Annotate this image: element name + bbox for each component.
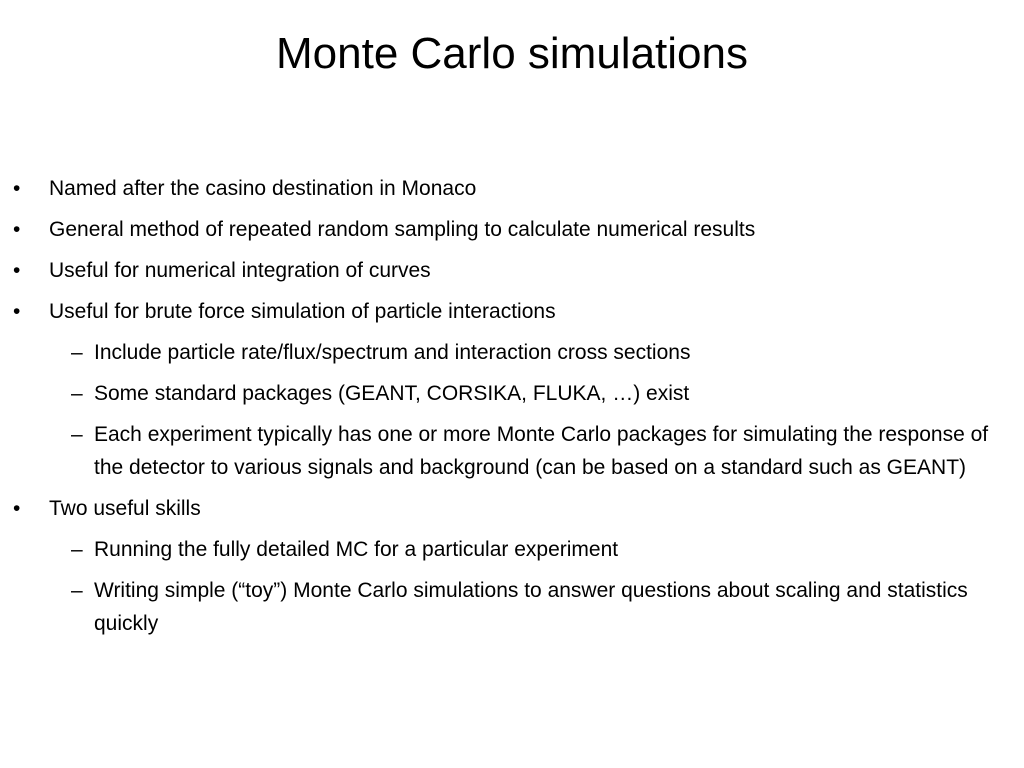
bullet-marker: •: [13, 218, 21, 241]
sub-bullet-text: Running the fully detailed MC for a particular experiment: [94, 538, 619, 561]
bullet-text: Useful for numerical integration of curves: [49, 259, 431, 282]
sub-bullet-item: [0, 533, 1024, 566]
bullet-item: [0, 254, 1024, 287]
bullet-text: Two useful skills: [49, 497, 201, 520]
dash-marker: –: [71, 423, 83, 446]
bullet-text: General method of repeated random sampling to calculate numerical results: [49, 218, 756, 241]
bullet-marker: •: [13, 300, 21, 323]
dash-marker: –: [71, 579, 83, 602]
dash-marker: –: [71, 382, 83, 405]
bullet-marker: •: [13, 497, 21, 520]
bullet-marker: •: [13, 177, 21, 200]
bullet-item: [0, 213, 1024, 246]
sub-bullet-item: [0, 377, 1024, 410]
bullet-text: Useful for brute force simulation of particle interactions: [49, 300, 556, 323]
bullet-list: [0, 172, 1024, 648]
dash-marker: –: [71, 538, 83, 561]
bullet-text: Named after the casino destination in Monaco: [49, 177, 477, 200]
slide-title: Monte Carlo simulations: [276, 29, 748, 78]
dash-marker: –: [71, 341, 83, 364]
sub-bullet-item: [0, 418, 1024, 484]
sub-bullet-item: [0, 574, 1024, 640]
bullet-item: [0, 295, 1024, 328]
bullet-item: [0, 492, 1024, 525]
sub-bullet-text: Writing simple (“toy”) Monte Carlo simulations to answer questions about scaling and statistics quickly: [94, 579, 968, 635]
bullet-item: [0, 172, 1024, 205]
sub-bullet-text: Some standard packages (GEANT, CORSIKA, FLUKA, …) exist: [94, 382, 690, 405]
sub-bullet-item: [0, 336, 1024, 369]
sub-bullet-text: Each experiment typically has one or more Monte Carlo packages for simulating the response of the detector to various signals and background (can be based on a standard such as GEANT): [94, 423, 989, 479]
bullet-marker: •: [13, 259, 21, 282]
sub-bullet-text: Include particle rate/flux/spectrum and interaction cross sections: [94, 341, 691, 364]
